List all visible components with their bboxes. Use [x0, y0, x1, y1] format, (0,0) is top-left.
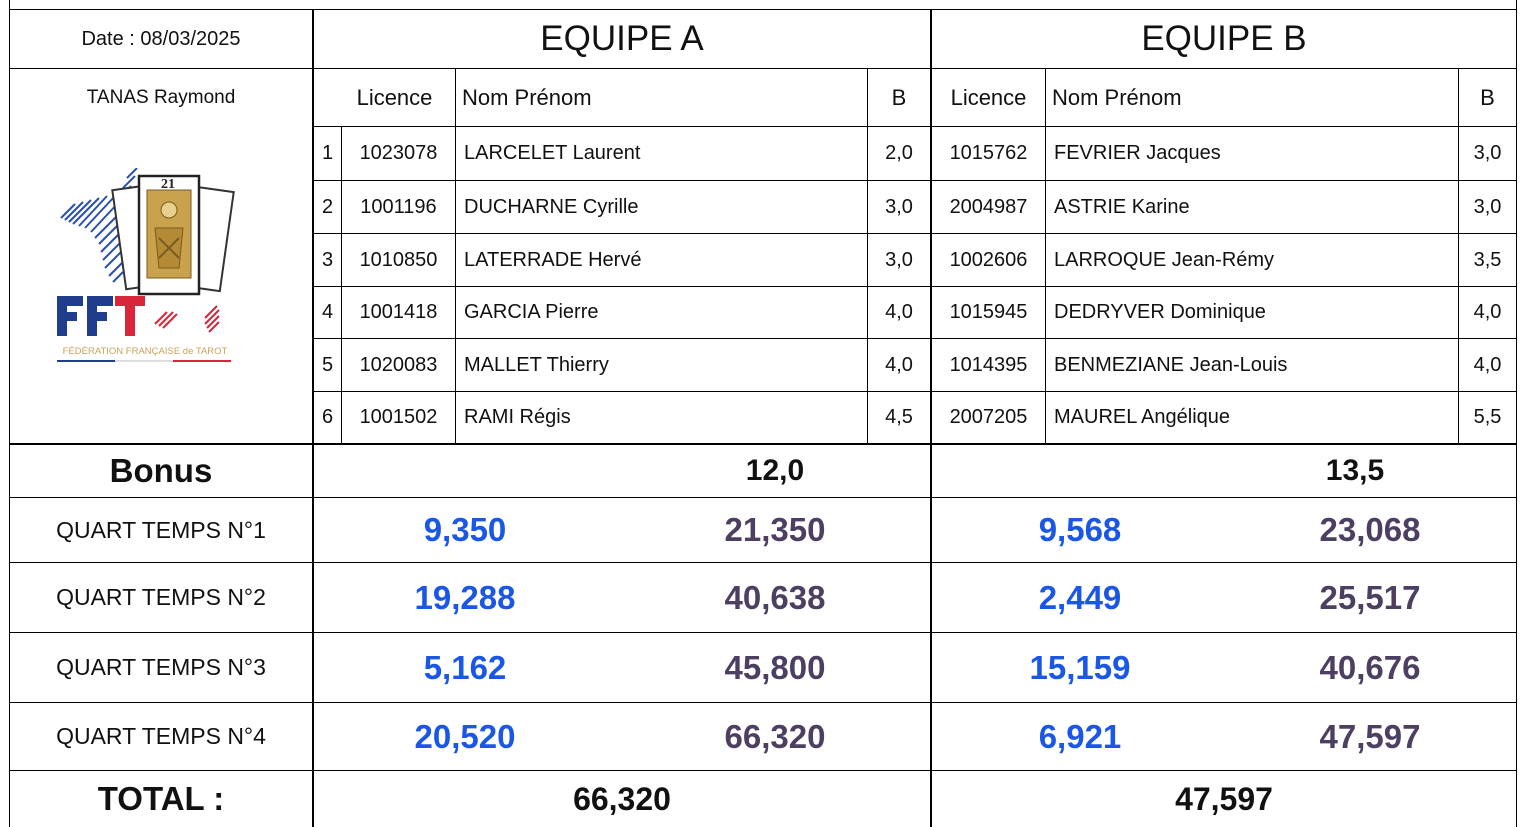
team-a-player-name: DUCHARNE Cyrille: [464, 195, 639, 218]
team-a-licence: 1001418: [359, 301, 438, 323]
referee-name: TANAS Raymond: [86, 86, 236, 108]
team-a-licence: 1001502: [359, 406, 438, 428]
team-b-title: EQUIPE B: [1141, 19, 1307, 58]
team-a-player-name: LATERRADE Hervé: [464, 248, 642, 271]
team-a-player-bonus: 2,0: [885, 142, 913, 164]
team-a-bonus-total: 12,0: [745, 454, 805, 487]
team-a-licence-header: Licence: [356, 84, 433, 110]
team-b-quarter-score: 2,449: [1038, 578, 1122, 616]
team-b-licence: 2007205: [949, 406, 1028, 428]
player-number: 5: [321, 353, 334, 376]
team-b-cumulative-score: 25,517: [1319, 578, 1421, 616]
card-number: 21: [161, 177, 175, 192]
quarter-label: QUART TEMPS N°3: [56, 654, 266, 680]
team-a-quarter-score: 9,350: [423, 511, 507, 548]
team-b-player-bonus: 3,0: [1473, 195, 1502, 218]
team-b-player-bonus: 5,5: [1473, 406, 1502, 428]
team-b-quarter-score: 6,921: [1038, 717, 1122, 755]
logo-caption: FÉDÉRATION FRANÇAISE de TAROT: [62, 346, 228, 357]
team-a-player-name: LARCELET Laurent: [464, 142, 641, 164]
match-date: Date : 08/03/2025: [81, 27, 241, 50]
team-b-bonus-header: B: [1480, 84, 1495, 110]
team-b-player-bonus: 4,0: [1473, 353, 1502, 376]
total-label: TOTAL :: [97, 780, 225, 817]
team-a-player-name: RAMI Régis: [464, 406, 571, 428]
bonus-label: Bonus: [109, 452, 213, 489]
player-number: 6: [321, 406, 334, 428]
team-a-licence: 1001196: [360, 195, 437, 218]
quarter-label: QUART TEMPS N°1: [56, 516, 266, 543]
team-a-player-bonus: 4,0: [885, 353, 913, 376]
team-a-cumulative-score: 45,800: [724, 648, 826, 686]
team-b-player-name: FEVRIER Jacques: [1054, 142, 1221, 164]
fft-logo: [55, 168, 235, 368]
team-a-title: EQUIPE A: [540, 19, 704, 58]
team-a-quarter-score: 19,288: [414, 578, 516, 616]
team-a-licence: 1010850: [359, 248, 438, 271]
team-b-player-name: DEDRYVER Dominique: [1054, 301, 1266, 323]
team-a-player-bonus: 4,5: [885, 406, 913, 428]
team-b-cumulative-score: 47,597: [1319, 717, 1421, 755]
team-a-cumulative-score: 40,638: [724, 578, 826, 616]
team-b-bonus-total: 13,5: [1325, 454, 1385, 487]
team-b-player-bonus: 4,0: [1473, 301, 1502, 323]
quarter-label: QUART TEMPS N°2: [56, 584, 266, 610]
team-b-quarter-score: 15,159: [1029, 648, 1131, 686]
team-b-licence: 1015945: [949, 301, 1028, 323]
team-a-player-name: GARCIA Pierre: [464, 301, 599, 323]
team-a-licence: 1020083: [359, 353, 438, 376]
team-b-quarter-score: 9,568: [1038, 511, 1122, 548]
player-number: 1: [321, 142, 334, 164]
team-a-total: 66,320: [573, 780, 671, 817]
team-b-name-header: Nom Prénom: [1052, 84, 1182, 110]
quarter-label: QUART TEMPS N°4: [56, 723, 266, 749]
team-b-licence: 1015762: [949, 142, 1028, 164]
team-b-cumulative-score: 23,068: [1319, 511, 1421, 548]
team-a-cumulative-score: 21,350: [724, 511, 826, 548]
team-a-bonus-header: B: [891, 84, 907, 110]
team-a-licence: 1023078: [359, 142, 438, 164]
player-number: 2: [321, 195, 334, 218]
team-a-player-name: MALLET Thierry: [464, 353, 609, 376]
team-b-player-bonus: 3,5: [1473, 248, 1502, 271]
team-a-quarter-score: 20,520: [414, 717, 516, 755]
team-a-name-header: Nom Prénom: [462, 84, 592, 110]
team-a-player-bonus: 3,0: [885, 248, 913, 271]
team-b-cumulative-score: 40,676: [1319, 648, 1421, 686]
team-b-licence: 2004987: [949, 195, 1028, 218]
team-b-player-name: LARROQUE Jean-Rémy: [1054, 248, 1275, 271]
team-b-licence: 1002606: [949, 248, 1028, 271]
player-number: 3: [321, 248, 334, 271]
team-b-licence: 1014395: [949, 353, 1028, 376]
team-b-player-name: MAUREL Angélique: [1054, 406, 1231, 428]
player-number: 4: [321, 301, 334, 323]
team-a-cumulative-score: 66,320: [724, 717, 826, 755]
team-b-player-name: ASTRIE Karine: [1054, 195, 1190, 218]
team-a-quarter-score: 5,162: [423, 648, 507, 686]
team-b-total: 47,597: [1175, 780, 1273, 817]
team-b-licence-header: Licence: [950, 84, 1027, 110]
team-a-player-bonus: 3,0: [885, 195, 913, 218]
team-b-player-name: BENMEZIANE Jean-Louis: [1054, 353, 1288, 376]
team-a-player-bonus: 4,0: [885, 301, 913, 323]
team-b-player-bonus: 3,0: [1473, 142, 1502, 164]
